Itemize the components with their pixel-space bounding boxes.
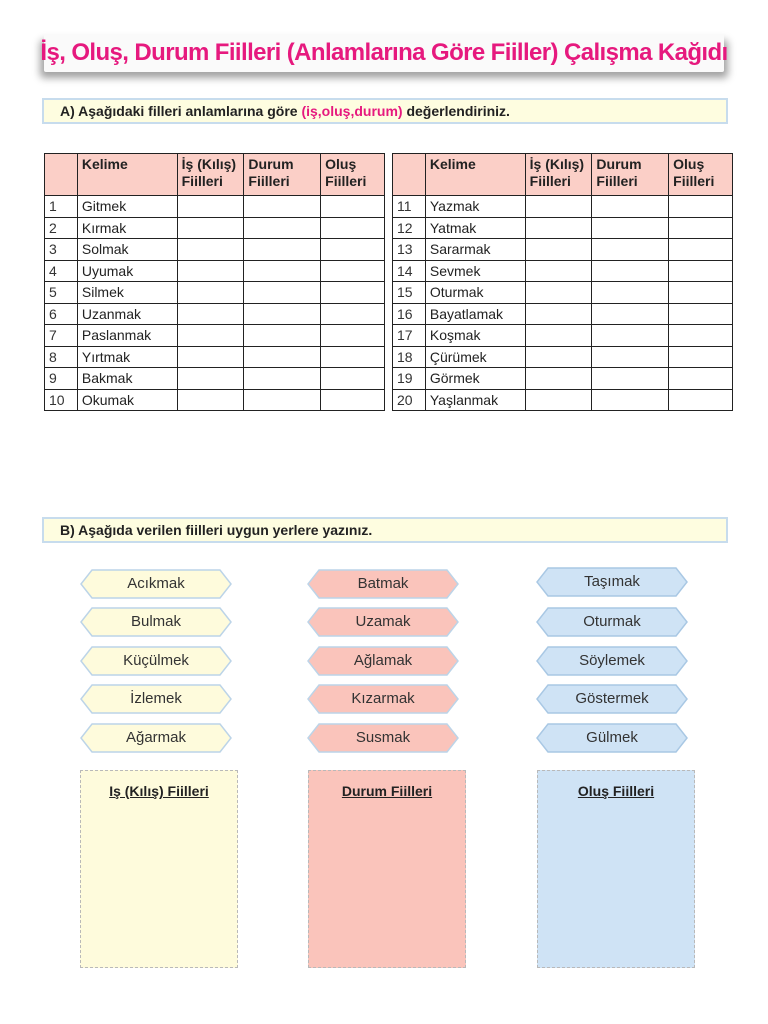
answer-cell-is[interactable] (525, 389, 592, 411)
tag-label: Küçülmek (123, 652, 189, 669)
row-word: Okumak (77, 389, 177, 411)
tag-label: Söylemek (579, 652, 645, 669)
answer-cell-olus[interactable] (321, 325, 385, 347)
verb-tag[interactable] (536, 607, 688, 637)
row-word: Uyumak (77, 260, 177, 282)
verb-table-left (44, 153, 385, 411)
instruction-b-text: B) Aşağıda verilen fiilleri uygun yerlere yazınız. (60, 522, 373, 538)
answer-cell-durum[interactable] (592, 303, 669, 325)
answer-cell-is[interactable] (177, 260, 244, 282)
verb-tag[interactable] (307, 646, 459, 676)
answer-cell-durum[interactable] (244, 196, 321, 218)
answer-cell-olus[interactable] (321, 196, 385, 218)
header-olus-line1: Oluş (325, 156, 357, 172)
answer-cell-is[interactable] (525, 303, 592, 325)
row-word: Gitmek (77, 196, 177, 218)
header-is (177, 154, 244, 196)
header-olus-line1: Oluş (673, 156, 705, 172)
header-word: Kelime (77, 154, 177, 196)
verb-tag[interactable] (536, 684, 688, 714)
answer-cell-is[interactable] (525, 260, 592, 282)
header-word: Kelime (425, 154, 525, 196)
answer-cell-durum[interactable] (592, 196, 669, 218)
table-row (45, 368, 385, 390)
verb-tag[interactable] (307, 607, 459, 637)
header-is-line2: Fiilleri (529, 173, 571, 189)
row-word: Görmek (425, 368, 525, 390)
answer-cell-durum[interactable] (244, 325, 321, 347)
row-number: 14 (393, 260, 426, 282)
answer-cell-durum[interactable] (244, 282, 321, 304)
header-durum (592, 154, 669, 196)
answer-cell-is[interactable] (177, 389, 244, 411)
table-row (45, 217, 385, 239)
answer-box-olus[interactable] (537, 770, 695, 968)
row-number: 15 (393, 282, 426, 304)
header-is (525, 154, 592, 196)
row-number: 20 (393, 389, 426, 411)
tag-label: Bulmak (130, 613, 182, 630)
row-number: 10 (45, 389, 78, 411)
answer-cell-durum[interactable] (592, 346, 669, 368)
verb-tag[interactable] (80, 723, 232, 753)
table-row (45, 196, 385, 218)
answer-cell-olus[interactable] (321, 346, 385, 368)
answer-box-title: Iş (Kılış) Fiilleri (109, 783, 209, 799)
tag-label: Susmak (355, 729, 411, 746)
answer-cell-durum[interactable] (244, 303, 321, 325)
table-header-row (45, 154, 385, 196)
answer-cell-is[interactable] (177, 325, 244, 347)
answer-cell-durum[interactable] (592, 260, 669, 282)
answer-box-durum[interactable] (308, 770, 466, 968)
row-number: 7 (45, 325, 78, 347)
tag-label: Ağlamak (353, 652, 413, 669)
answer-cell-is[interactable] (525, 239, 592, 261)
answer-cell-is[interactable] (525, 325, 592, 347)
answer-cell-is[interactable] (525, 217, 592, 239)
answer-cell-olus[interactable] (669, 239, 733, 261)
table-row (393, 368, 733, 390)
answer-cell-is[interactable] (177, 303, 244, 325)
row-word: Çürümek (425, 346, 525, 368)
table-row (393, 239, 733, 261)
answer-cell-is[interactable] (177, 217, 244, 239)
table-row (45, 346, 385, 368)
answer-cell-olus[interactable] (669, 368, 733, 390)
answer-cell-olus[interactable] (669, 303, 733, 325)
row-word: Sevmek (425, 260, 525, 282)
header-durum-line2: Fiilleri (596, 173, 638, 189)
row-word: Paslanmak (77, 325, 177, 347)
header-number (393, 154, 426, 196)
title-banner (40, 30, 728, 80)
answer-cell-durum[interactable] (592, 239, 669, 261)
row-word: Yaşlanmak (425, 389, 525, 411)
row-word: Bakmak (77, 368, 177, 390)
header-olus-line2: Fiilleri (325, 173, 367, 189)
row-word: Uzanmak (77, 303, 177, 325)
answer-cell-olus[interactable] (321, 217, 385, 239)
row-word: Silmek (77, 282, 177, 304)
answer-cell-olus[interactable] (321, 368, 385, 390)
verb-tag[interactable] (536, 723, 688, 753)
row-number: 6 (45, 303, 78, 325)
verb-tag[interactable] (307, 723, 459, 753)
answer-cell-durum[interactable] (592, 217, 669, 239)
answer-cell-is[interactable] (525, 346, 592, 368)
table-row (393, 196, 733, 218)
answer-cell-olus[interactable] (321, 303, 385, 325)
tag-label: Taşımak (584, 573, 640, 590)
page-title: İş, Oluş, Durum Fiilleri (Anlamlarına Göre Fiiller) Çalışma Kağıdı (40, 39, 728, 66)
header-durum (244, 154, 321, 196)
row-number: 8 (45, 346, 78, 368)
header-durum-line1: Durum (248, 156, 294, 172)
answer-cell-durum[interactable] (592, 282, 669, 304)
tag-label: Ağarmak (125, 729, 187, 746)
table-row (393, 389, 733, 411)
header-is-line1: İş (Kılış) (181, 156, 237, 172)
table-row (393, 217, 733, 239)
answer-cell-durum[interactable] (244, 368, 321, 390)
answer-cell-olus[interactable] (321, 239, 385, 261)
answer-cell-is[interactable] (525, 368, 592, 390)
instruction-a-text: A) Aşağıdaki filleri anlamlarına göre (60, 103, 302, 119)
row-word: Koşmak (425, 325, 525, 347)
table-row (45, 282, 385, 304)
header-olus (321, 154, 385, 196)
row-number: 16 (393, 303, 426, 325)
answer-cell-olus[interactable] (669, 217, 733, 239)
tag-label: Oturmak (583, 613, 641, 630)
row-number: 3 (45, 239, 78, 261)
header-number (45, 154, 78, 196)
answer-cell-durum[interactable] (244, 346, 321, 368)
table-row (45, 260, 385, 282)
answer-cell-olus[interactable] (321, 260, 385, 282)
answer-cell-olus[interactable] (669, 282, 733, 304)
answer-cell-durum[interactable] (592, 389, 669, 411)
table-row (45, 325, 385, 347)
table-row (45, 239, 385, 261)
answer-cell-olus[interactable] (669, 196, 733, 218)
tag-label: Kızarmak (351, 690, 415, 707)
tag-label: Uzamak (355, 613, 411, 630)
row-number: 2 (45, 217, 78, 239)
table-row (393, 260, 733, 282)
header-olus (669, 154, 733, 196)
verb-tag[interactable] (307, 684, 459, 714)
section-b-instruction (42, 517, 728, 543)
answer-cell-is[interactable] (177, 368, 244, 390)
answer-cell-olus[interactable] (321, 389, 385, 411)
answer-box-title: Oluş Fiilleri (577, 783, 655, 799)
answer-cell-olus[interactable] (669, 389, 733, 411)
tag-label: Acıkmak (127, 575, 185, 592)
tag-label: İzlemek (130, 690, 182, 707)
row-number: 11 (393, 196, 426, 218)
answer-box-title: Durum Fiilleri (341, 783, 433, 799)
instruction-a-text-end: değerlendiriniz. (402, 103, 510, 119)
row-word: Yazmak (425, 196, 525, 218)
header-is-line1: İş (Kılış) (529, 156, 585, 172)
table-row (393, 346, 733, 368)
verb-table-right (392, 153, 733, 411)
instruction-a-highlight: (iş,oluş,durum) (301, 103, 403, 119)
row-number: 17 (393, 325, 426, 347)
answer-cell-durum[interactable] (592, 325, 669, 347)
table-header-row (393, 154, 733, 196)
row-number: 4 (45, 260, 78, 282)
row-word: Solmak (77, 239, 177, 261)
answer-cell-olus[interactable] (321, 282, 385, 304)
answer-cell-is[interactable] (177, 196, 244, 218)
row-number: 1 (45, 196, 78, 218)
answer-cell-olus[interactable] (669, 260, 733, 282)
answer-cell-olus[interactable] (669, 346, 733, 368)
header-durum-line2: Fiilleri (248, 173, 290, 189)
table-row (393, 325, 733, 347)
verb-tag[interactable] (80, 569, 232, 599)
answer-cell-is[interactable] (177, 239, 244, 261)
tag-label: Gülmek (586, 729, 638, 746)
row-number: 19 (393, 368, 426, 390)
tag-label: Batmak (357, 575, 409, 592)
row-word: Kırmak (77, 217, 177, 239)
answer-cell-is[interactable] (177, 282, 244, 304)
header-durum-line1: Durum (596, 156, 642, 172)
row-word: Yırtmak (77, 346, 177, 368)
answer-cell-is[interactable] (525, 282, 592, 304)
verb-tag[interactable] (80, 684, 232, 714)
tag-label: Göstermek (575, 690, 649, 707)
row-number: 12 (393, 217, 426, 239)
table-row (45, 303, 385, 325)
row-word: Yatmak (425, 217, 525, 239)
table-row (393, 303, 733, 325)
row-word: Bayatlamak (425, 303, 525, 325)
answer-box-is[interactable] (80, 770, 238, 968)
header-olus-line2: Fiilleri (673, 173, 715, 189)
table-row (45, 389, 385, 411)
answer-cell-durum[interactable] (592, 368, 669, 390)
row-number: 9 (45, 368, 78, 390)
verb-tag[interactable] (80, 646, 232, 676)
verb-tag[interactable] (307, 569, 459, 599)
row-number: 13 (393, 239, 426, 261)
answer-cell-durum[interactable] (244, 239, 321, 261)
answer-cell-durum[interactable] (244, 217, 321, 239)
header-is-line2: Fiilleri (181, 173, 223, 189)
answer-cell-durum[interactable] (244, 389, 321, 411)
answer-cell-is[interactable] (177, 346, 244, 368)
row-word: Oturmak (425, 282, 525, 304)
row-word: Sararmak (425, 239, 525, 261)
row-number: 5 (45, 282, 78, 304)
section-a-instruction (42, 98, 728, 124)
answer-cell-olus[interactable] (669, 325, 733, 347)
answer-cell-durum[interactable] (244, 260, 321, 282)
row-number: 18 (393, 346, 426, 368)
answer-cell-is[interactable] (525, 196, 592, 218)
verb-tag[interactable] (80, 607, 232, 637)
table-row (393, 282, 733, 304)
verb-tag[interactable] (536, 646, 688, 676)
verb-tag[interactable] (536, 567, 688, 597)
